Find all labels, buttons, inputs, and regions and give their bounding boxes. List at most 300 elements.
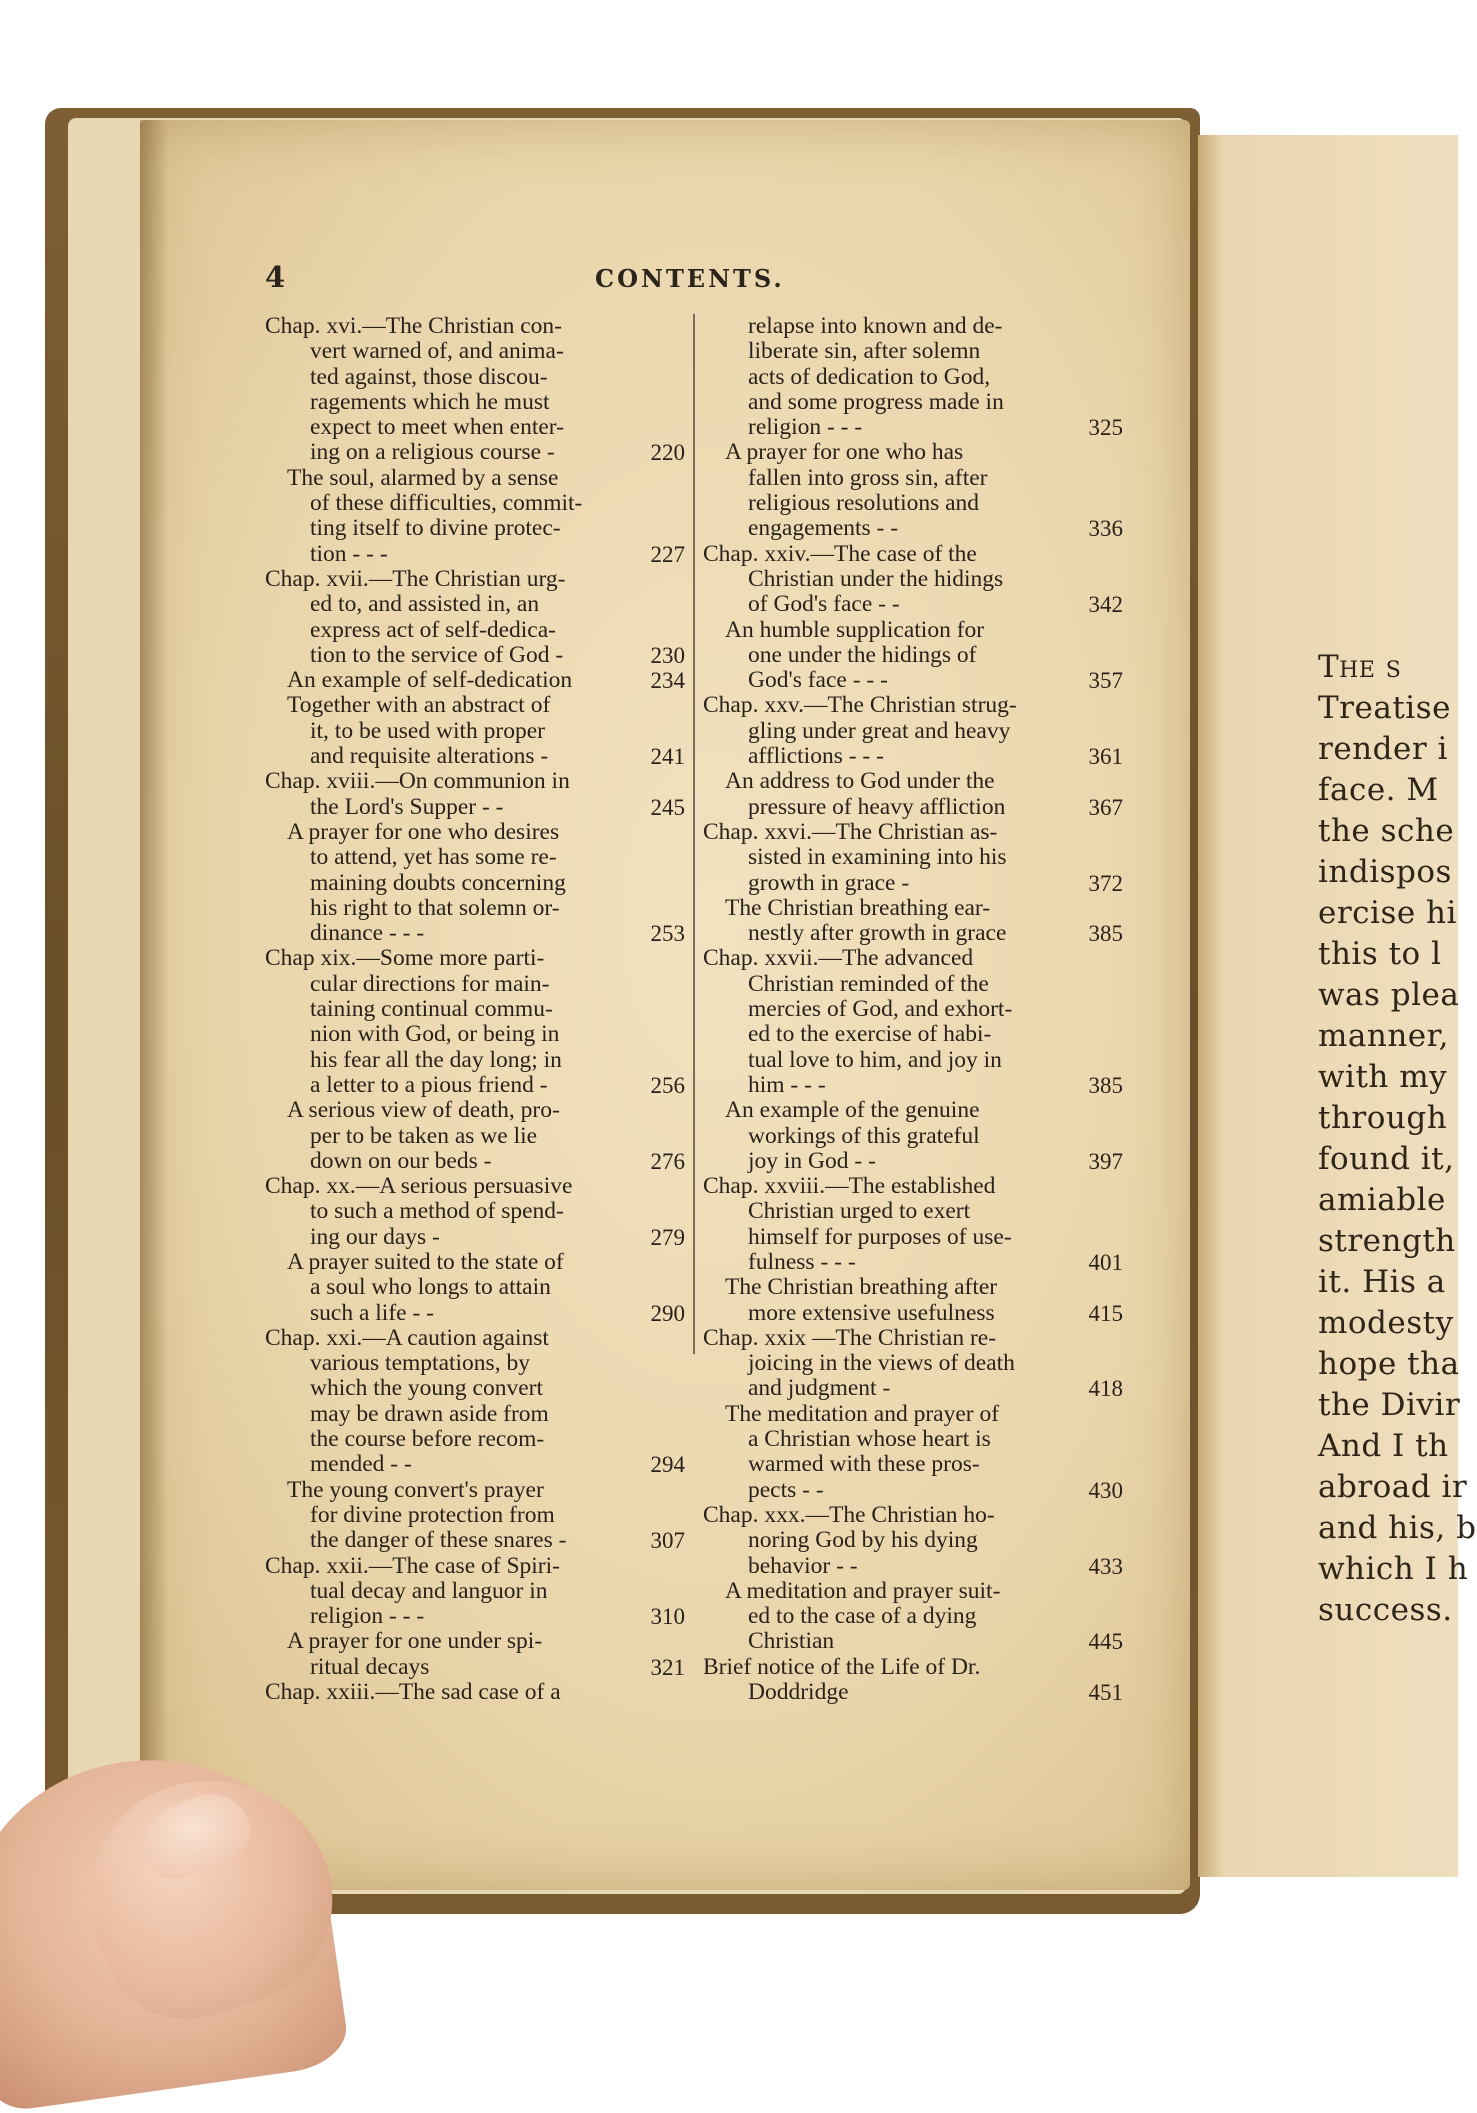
facing-page-text — [1318, 647, 1477, 1631]
column-divider — [693, 314, 695, 1354]
entry-line — [265, 946, 685, 971]
entry-text: The soul, alarmed by a sense — [287, 464, 559, 491]
contents-entry — [265, 314, 685, 466]
entry-text: Chap. xxvi.—The Christian as- — [703, 818, 998, 845]
contents-entry — [703, 820, 1123, 896]
entry-line — [265, 592, 685, 617]
entry-text: Chap. xxix —The Christian re- — [703, 1324, 997, 1351]
entry-page-number: 230 — [650, 642, 685, 668]
contents-entry — [703, 618, 1123, 694]
entry-text: An humble supplication for — [725, 616, 985, 643]
entry-line — [703, 516, 1123, 541]
entry-line — [265, 1048, 685, 1073]
entry-text: may be drawn aside from — [310, 1400, 549, 1427]
contents-entry — [703, 440, 1123, 541]
contents-entry — [265, 1174, 685, 1250]
entry-text: more extensive usefulness — [748, 1299, 995, 1326]
entry-line — [703, 365, 1123, 390]
facing-line: and his, b — [1318, 1510, 1477, 1546]
entry-page-number: 245 — [650, 794, 685, 820]
entry-line — [703, 1250, 1123, 1275]
entry-text: a soul who longs to attain — [310, 1274, 551, 1301]
entry-text: Doddridge — [748, 1679, 849, 1706]
entry-line — [703, 643, 1123, 668]
entry-text: his right to that solemn or- — [310, 894, 560, 921]
entry-line — [265, 516, 685, 541]
entry-page-number: 310 — [650, 1604, 685, 1630]
entry-text: mercies of God, and exhort- — [748, 996, 1013, 1023]
facing-line: modesty — [1318, 1305, 1454, 1341]
entry-page-number: 361 — [1088, 744, 1123, 770]
entry-text: liberate sin, after solemn — [748, 338, 981, 365]
entry-text: religious resolutions and — [748, 490, 980, 517]
entry-line — [703, 1048, 1123, 1073]
entry-text: ed to, and assisted in, an — [310, 591, 540, 618]
entry-text: Chap. xxiv.—The case of the — [703, 540, 977, 567]
entry-line — [265, 1604, 685, 1629]
entry-line — [265, 1478, 685, 1503]
entry-line — [265, 820, 685, 845]
entry-line — [265, 693, 685, 718]
entry-page-number: 418 — [1088, 1376, 1123, 1402]
contents-entry — [265, 820, 685, 946]
entry-line — [703, 946, 1123, 971]
entry-line — [265, 365, 685, 390]
entry-text: pects - - — [748, 1476, 824, 1503]
facing-line: it. His a — [1318, 1264, 1446, 1300]
contents-entry — [265, 769, 685, 820]
entry-text: Chap. xvii.—The Christian urg- — [265, 565, 566, 592]
contents-entry — [703, 1275, 1123, 1326]
entry-line — [265, 744, 685, 769]
contents-entry — [265, 466, 685, 567]
entry-line — [265, 1275, 685, 1300]
facing-line: abroad ir — [1318, 1469, 1468, 1505]
entry-text: his fear all the day long; in — [310, 1046, 562, 1073]
contents-entry — [265, 1250, 685, 1326]
entry-line — [265, 1680, 685, 1705]
entry-page-number: 430 — [1088, 1477, 1123, 1503]
contents-entry — [703, 693, 1123, 769]
entry-text: warmed with these pros- — [748, 1451, 980, 1478]
entry-text: A meditation and prayer suit- — [725, 1577, 1001, 1604]
entry-text: Chap. xxx.—The Christian ho- — [703, 1501, 995, 1528]
page-shadow — [140, 120, 168, 1890]
entry-line — [703, 1680, 1123, 1705]
entry-line — [703, 466, 1123, 491]
entry-line — [703, 972, 1123, 997]
entry-text: ed to the case of a dying — [748, 1603, 977, 1630]
entry-line — [703, 820, 1123, 845]
entry-text: A serious view of death, pro- — [287, 1097, 560, 1124]
entry-text: Chap. xxiii.—The sad case of a — [265, 1679, 561, 1706]
entry-text: Christian urged to exert — [748, 1198, 971, 1225]
facing-line: the Divir — [1318, 1387, 1461, 1423]
entry-page-number: 321 — [650, 1654, 685, 1680]
entry-line — [265, 921, 685, 946]
entry-text: Chap. xvi.—The Christian con- — [265, 313, 562, 339]
contents-entry — [703, 1655, 1123, 1706]
entry-text: the danger of these snares - — [310, 1527, 567, 1554]
entry-page-number: 279 — [650, 1224, 685, 1250]
entry-text: engagements - - — [748, 515, 899, 542]
entry-line — [703, 795, 1123, 820]
entry-page-number: 367 — [1088, 794, 1123, 820]
entry-text: to attend, yet has some re- — [310, 844, 557, 871]
entry-page-number: 445 — [1088, 1629, 1123, 1655]
entry-line — [265, 1149, 685, 1174]
entry-text: gling under great and heavy — [748, 717, 1011, 744]
entry-text: ing on a religious course - — [310, 439, 555, 466]
entry-line — [703, 997, 1123, 1022]
entry-line — [265, 719, 685, 744]
entry-text: of these difficulties, commit- — [310, 490, 583, 517]
entry-line — [265, 1301, 685, 1326]
entry-line — [265, 339, 685, 364]
contents-entry — [703, 896, 1123, 947]
entry-text: An example of the genuine — [725, 1097, 980, 1124]
entry-text: noring God by his dying — [748, 1527, 978, 1554]
facing-line: success. — [1318, 1592, 1453, 1628]
contents-entry — [265, 1680, 685, 1705]
contents-entry — [703, 314, 1123, 440]
entry-line — [265, 845, 685, 870]
entry-line — [265, 1326, 685, 1351]
entry-text: nestly after growth in grace — [748, 920, 1007, 947]
entry-text: Chap. xviii.—On communion in — [265, 768, 570, 795]
entry-line — [265, 1579, 685, 1604]
entry-text: tion - - - — [310, 540, 388, 567]
entry-line — [265, 1124, 685, 1149]
entry-line — [703, 845, 1123, 870]
entry-text: a letter to a pious friend - — [310, 1071, 548, 1098]
entry-text: A prayer for one who has — [725, 439, 964, 466]
entry-line — [703, 592, 1123, 617]
page-number: 4 — [265, 260, 286, 294]
entry-text: joy in God - - — [748, 1147, 876, 1174]
entry-line — [703, 1275, 1123, 1300]
entry-line — [265, 618, 685, 643]
entry-page-number: 276 — [650, 1148, 685, 1174]
entry-line — [703, 871, 1123, 896]
entry-line — [265, 415, 685, 440]
entry-text: Chap. xxviii.—The established — [703, 1173, 996, 1200]
entry-text: behavior - - — [748, 1552, 858, 1579]
entry-page-number: 385 — [1088, 1072, 1123, 1098]
contents-entry — [265, 1478, 685, 1554]
entry-text: ritual decays — [310, 1653, 430, 1680]
entry-line — [703, 1579, 1123, 1604]
entry-text: Christian reminded of the — [748, 970, 989, 997]
entry-text: dinance - - - — [310, 920, 425, 947]
entry-text: A prayer for one who desires — [287, 818, 560, 845]
entry-line — [703, 1554, 1123, 1579]
entry-text: ted against, those discou- — [310, 363, 548, 390]
entry-line — [265, 1199, 685, 1224]
entry-line — [703, 896, 1123, 921]
contents-entry — [703, 946, 1123, 1098]
entry-text: God's face - - - — [748, 667, 888, 694]
entry-text: ragements which he must — [310, 388, 550, 415]
entry-text: him - - - — [748, 1071, 826, 1098]
entry-text: The meditation and prayer of — [725, 1400, 1000, 1427]
entry-line — [265, 643, 685, 668]
entry-text: expect to meet when enter- — [310, 414, 564, 441]
entry-line — [703, 719, 1123, 744]
entry-line — [265, 542, 685, 567]
entry-text: workings of this grateful — [748, 1122, 980, 1149]
entry-line — [265, 668, 685, 693]
entry-line — [703, 1503, 1123, 1528]
entry-line — [703, 1301, 1123, 1326]
entry-page-number: 241 — [650, 744, 685, 770]
entry-page-number: 385 — [1088, 921, 1123, 947]
contents-entry — [703, 1579, 1123, 1655]
contents-entry — [265, 1098, 685, 1174]
entry-line — [703, 314, 1123, 339]
entry-text: mended - - — [310, 1451, 412, 1478]
facing-line: render i — [1318, 731, 1448, 767]
facing-line: through — [1318, 1100, 1448, 1136]
entry-line — [703, 491, 1123, 516]
entry-text: A prayer for one under spi- — [287, 1628, 543, 1655]
entry-page-number: 415 — [1088, 1300, 1123, 1326]
entry-text: pressure of heavy affliction — [748, 793, 1006, 820]
entry-line — [703, 693, 1123, 718]
entry-line — [703, 1655, 1123, 1680]
entry-line — [265, 440, 685, 465]
entry-line — [265, 466, 685, 491]
entry-line — [703, 1199, 1123, 1224]
entry-text: it, to be used with proper — [310, 717, 545, 744]
entry-line — [265, 390, 685, 415]
facing-line: indispos — [1318, 854, 1452, 890]
entry-text: himself for purposes of use- — [748, 1223, 1012, 1250]
entry-text: Chap. xxv.—The Christian strug- — [703, 692, 1017, 719]
entry-line — [703, 1427, 1123, 1452]
entry-line — [265, 567, 685, 592]
entry-text: religion - - - — [310, 1603, 425, 1630]
contents-entry — [703, 769, 1123, 820]
entry-line — [703, 1478, 1123, 1503]
entry-page-number: 433 — [1088, 1553, 1123, 1579]
facing-line: found it, — [1318, 1141, 1455, 1177]
entry-text: vert warned of, and anima- — [310, 338, 564, 365]
entry-text: and judgment - — [748, 1375, 891, 1402]
entry-line — [703, 1098, 1123, 1123]
entry-text: joicing in the views of death — [748, 1350, 1015, 1377]
entry-line — [703, 440, 1123, 465]
entry-text: maining doubts concerning — [310, 869, 566, 896]
facing-line: And I th — [1318, 1428, 1449, 1464]
entry-text: for divine protection from — [310, 1501, 555, 1528]
facing-page — [1198, 135, 1477, 1877]
entry-text: An address to God under the — [725, 768, 995, 795]
entry-text: express act of self-dedica- — [310, 616, 556, 643]
entry-text: the course before recom- — [310, 1426, 545, 1453]
facing-line: amiable — [1318, 1182, 1446, 1218]
entry-text: A prayer suited to the state of — [287, 1248, 564, 1275]
contents-entry — [265, 1629, 685, 1680]
entry-page-number: 372 — [1088, 870, 1123, 896]
facing-line: hope tha — [1318, 1346, 1460, 1382]
entry-line — [703, 1452, 1123, 1477]
entry-line — [265, 1174, 685, 1199]
entry-text: ed to the exercise of habi- — [748, 1021, 992, 1048]
entry-text: afflictions - - - — [748, 743, 884, 770]
entry-line — [703, 1073, 1123, 1098]
entry-page-number: 325 — [1088, 415, 1123, 441]
entry-line — [265, 1250, 685, 1275]
entry-page-number: 342 — [1088, 592, 1123, 618]
entry-line — [703, 1174, 1123, 1199]
entry-line — [703, 567, 1123, 592]
entry-line — [703, 1149, 1123, 1174]
entry-line — [265, 896, 685, 921]
contents-entry — [265, 946, 685, 1098]
entry-line — [265, 1452, 685, 1477]
entry-line — [703, 668, 1123, 693]
entry-line — [265, 1022, 685, 1047]
facing-line: ercise hi — [1318, 895, 1457, 931]
facing-line: this to l — [1318, 936, 1442, 972]
entry-line — [703, 1124, 1123, 1149]
entry-text: Together with an abstract of — [287, 692, 551, 719]
contents-entry — [265, 1326, 685, 1478]
entry-line — [703, 769, 1123, 794]
entry-line — [703, 618, 1123, 643]
contents-entry — [703, 1326, 1123, 1402]
entry-page-number: 227 — [650, 541, 685, 567]
entry-line — [265, 1098, 685, 1123]
entry-line — [703, 1376, 1123, 1401]
entry-text: which the young convert — [310, 1375, 543, 1402]
entry-page-number: 256 — [650, 1072, 685, 1098]
entry-line — [265, 1629, 685, 1654]
entry-line — [703, 339, 1123, 364]
entry-line — [703, 390, 1123, 415]
entry-text: ting itself to divine protec- — [310, 515, 561, 542]
entry-line — [703, 1326, 1123, 1351]
contents-left-column — [265, 314, 685, 1705]
contents-entry — [703, 542, 1123, 618]
entry-line — [703, 415, 1123, 440]
entry-line — [265, 1427, 685, 1452]
facing-line: manner, — [1318, 1018, 1449, 1054]
entry-line — [703, 1604, 1123, 1629]
entry-text: relapse into known and de- — [748, 313, 1003, 339]
entry-line — [703, 1022, 1123, 1047]
entry-line — [265, 1351, 685, 1376]
entry-line — [265, 314, 685, 339]
entry-text: fallen into gross sin, after — [748, 464, 988, 491]
entry-text: various temptations, by — [310, 1350, 530, 1377]
entry-text: to such a method of spend- — [310, 1198, 564, 1225]
entry-page-number: 294 — [650, 1452, 685, 1478]
entry-page-number: 336 — [1088, 516, 1123, 542]
entry-line — [265, 1554, 685, 1579]
entry-text: acts of dedication to God, — [748, 363, 991, 390]
entry-page-number: 220 — [650, 440, 685, 466]
entry-text: Chap. xxvii.—The advanced — [703, 945, 974, 972]
entry-text: tual decay and languor in — [310, 1577, 548, 1604]
entry-page-number: 234 — [650, 668, 685, 694]
entry-line — [703, 542, 1123, 567]
facing-line: The s — [1318, 649, 1402, 685]
entry-line — [703, 1402, 1123, 1427]
entry-text: cular directions for main- — [310, 970, 550, 997]
entry-text: sisted in examining into his — [748, 844, 1007, 871]
entry-line — [703, 1351, 1123, 1376]
entry-text: a Christian whose heart is — [748, 1426, 991, 1453]
entry-line — [265, 1528, 685, 1553]
entry-text: tion to the service of God - — [310, 641, 564, 668]
entry-line — [265, 795, 685, 820]
entry-text: Christian under the hidings — [748, 565, 1004, 592]
entry-line — [265, 1225, 685, 1250]
entry-text: the Lord's Supper - - — [310, 793, 504, 820]
facing-line: the sche — [1318, 813, 1455, 849]
entry-text: down on our beds - — [310, 1147, 492, 1174]
entry-text: Brief notice of the Life of Dr. — [703, 1653, 981, 1680]
contents-entry — [703, 1098, 1123, 1174]
entry-line — [265, 1376, 685, 1401]
contents-entry — [265, 668, 685, 693]
entry-text: tual love to him, and joy in — [748, 1046, 1002, 1073]
page-header — [140, 260, 1190, 300]
entry-text: fulness - - - — [748, 1248, 856, 1275]
entry-text: ing our days - — [310, 1223, 440, 1250]
entry-page-number: 290 — [650, 1300, 685, 1326]
entry-line — [265, 1655, 685, 1680]
entry-page-number: 397 — [1088, 1148, 1123, 1174]
entry-text: nion with God, or being in — [310, 1021, 560, 1048]
entry-text: An example of self-dedication — [287, 667, 573, 694]
entry-text: such a life - - — [310, 1299, 434, 1326]
entry-line — [265, 972, 685, 997]
entry-text: and requisite alterations - — [310, 743, 549, 770]
entry-text: taining continual commu- — [310, 996, 553, 1023]
facing-line: with my — [1318, 1059, 1448, 1095]
entry-page-number: 307 — [650, 1528, 685, 1554]
contents-entry — [265, 567, 685, 668]
entry-line — [265, 1503, 685, 1528]
entry-page-number: 451 — [1088, 1680, 1123, 1706]
entry-line — [265, 491, 685, 516]
entry-line — [265, 769, 685, 794]
entry-page-number: 253 — [650, 921, 685, 947]
entry-line — [703, 1528, 1123, 1553]
entry-page-number: 401 — [1088, 1249, 1123, 1275]
entry-page-number: 357 — [1088, 668, 1123, 694]
entry-text: Chap. xx.—A serious persuasive — [265, 1173, 573, 1200]
entry-line — [703, 1225, 1123, 1250]
entry-text: Christian — [748, 1628, 835, 1655]
entry-line — [265, 871, 685, 896]
entry-line — [265, 997, 685, 1022]
entry-line — [265, 1073, 685, 1098]
entry-line — [703, 1629, 1123, 1654]
facing-line: strength — [1318, 1223, 1456, 1259]
entry-line — [265, 1402, 685, 1427]
facing-line: was plea — [1318, 977, 1460, 1013]
contents-right-column — [703, 314, 1123, 1705]
entry-text: religion - - - — [748, 414, 863, 441]
entry-line — [703, 744, 1123, 769]
entry-text: Chap. xxii.—The case of Spiri- — [265, 1552, 560, 1579]
entry-text: Chap. xxi.—A caution against — [265, 1324, 549, 1351]
entry-text: and some progress made in — [748, 388, 1004, 415]
